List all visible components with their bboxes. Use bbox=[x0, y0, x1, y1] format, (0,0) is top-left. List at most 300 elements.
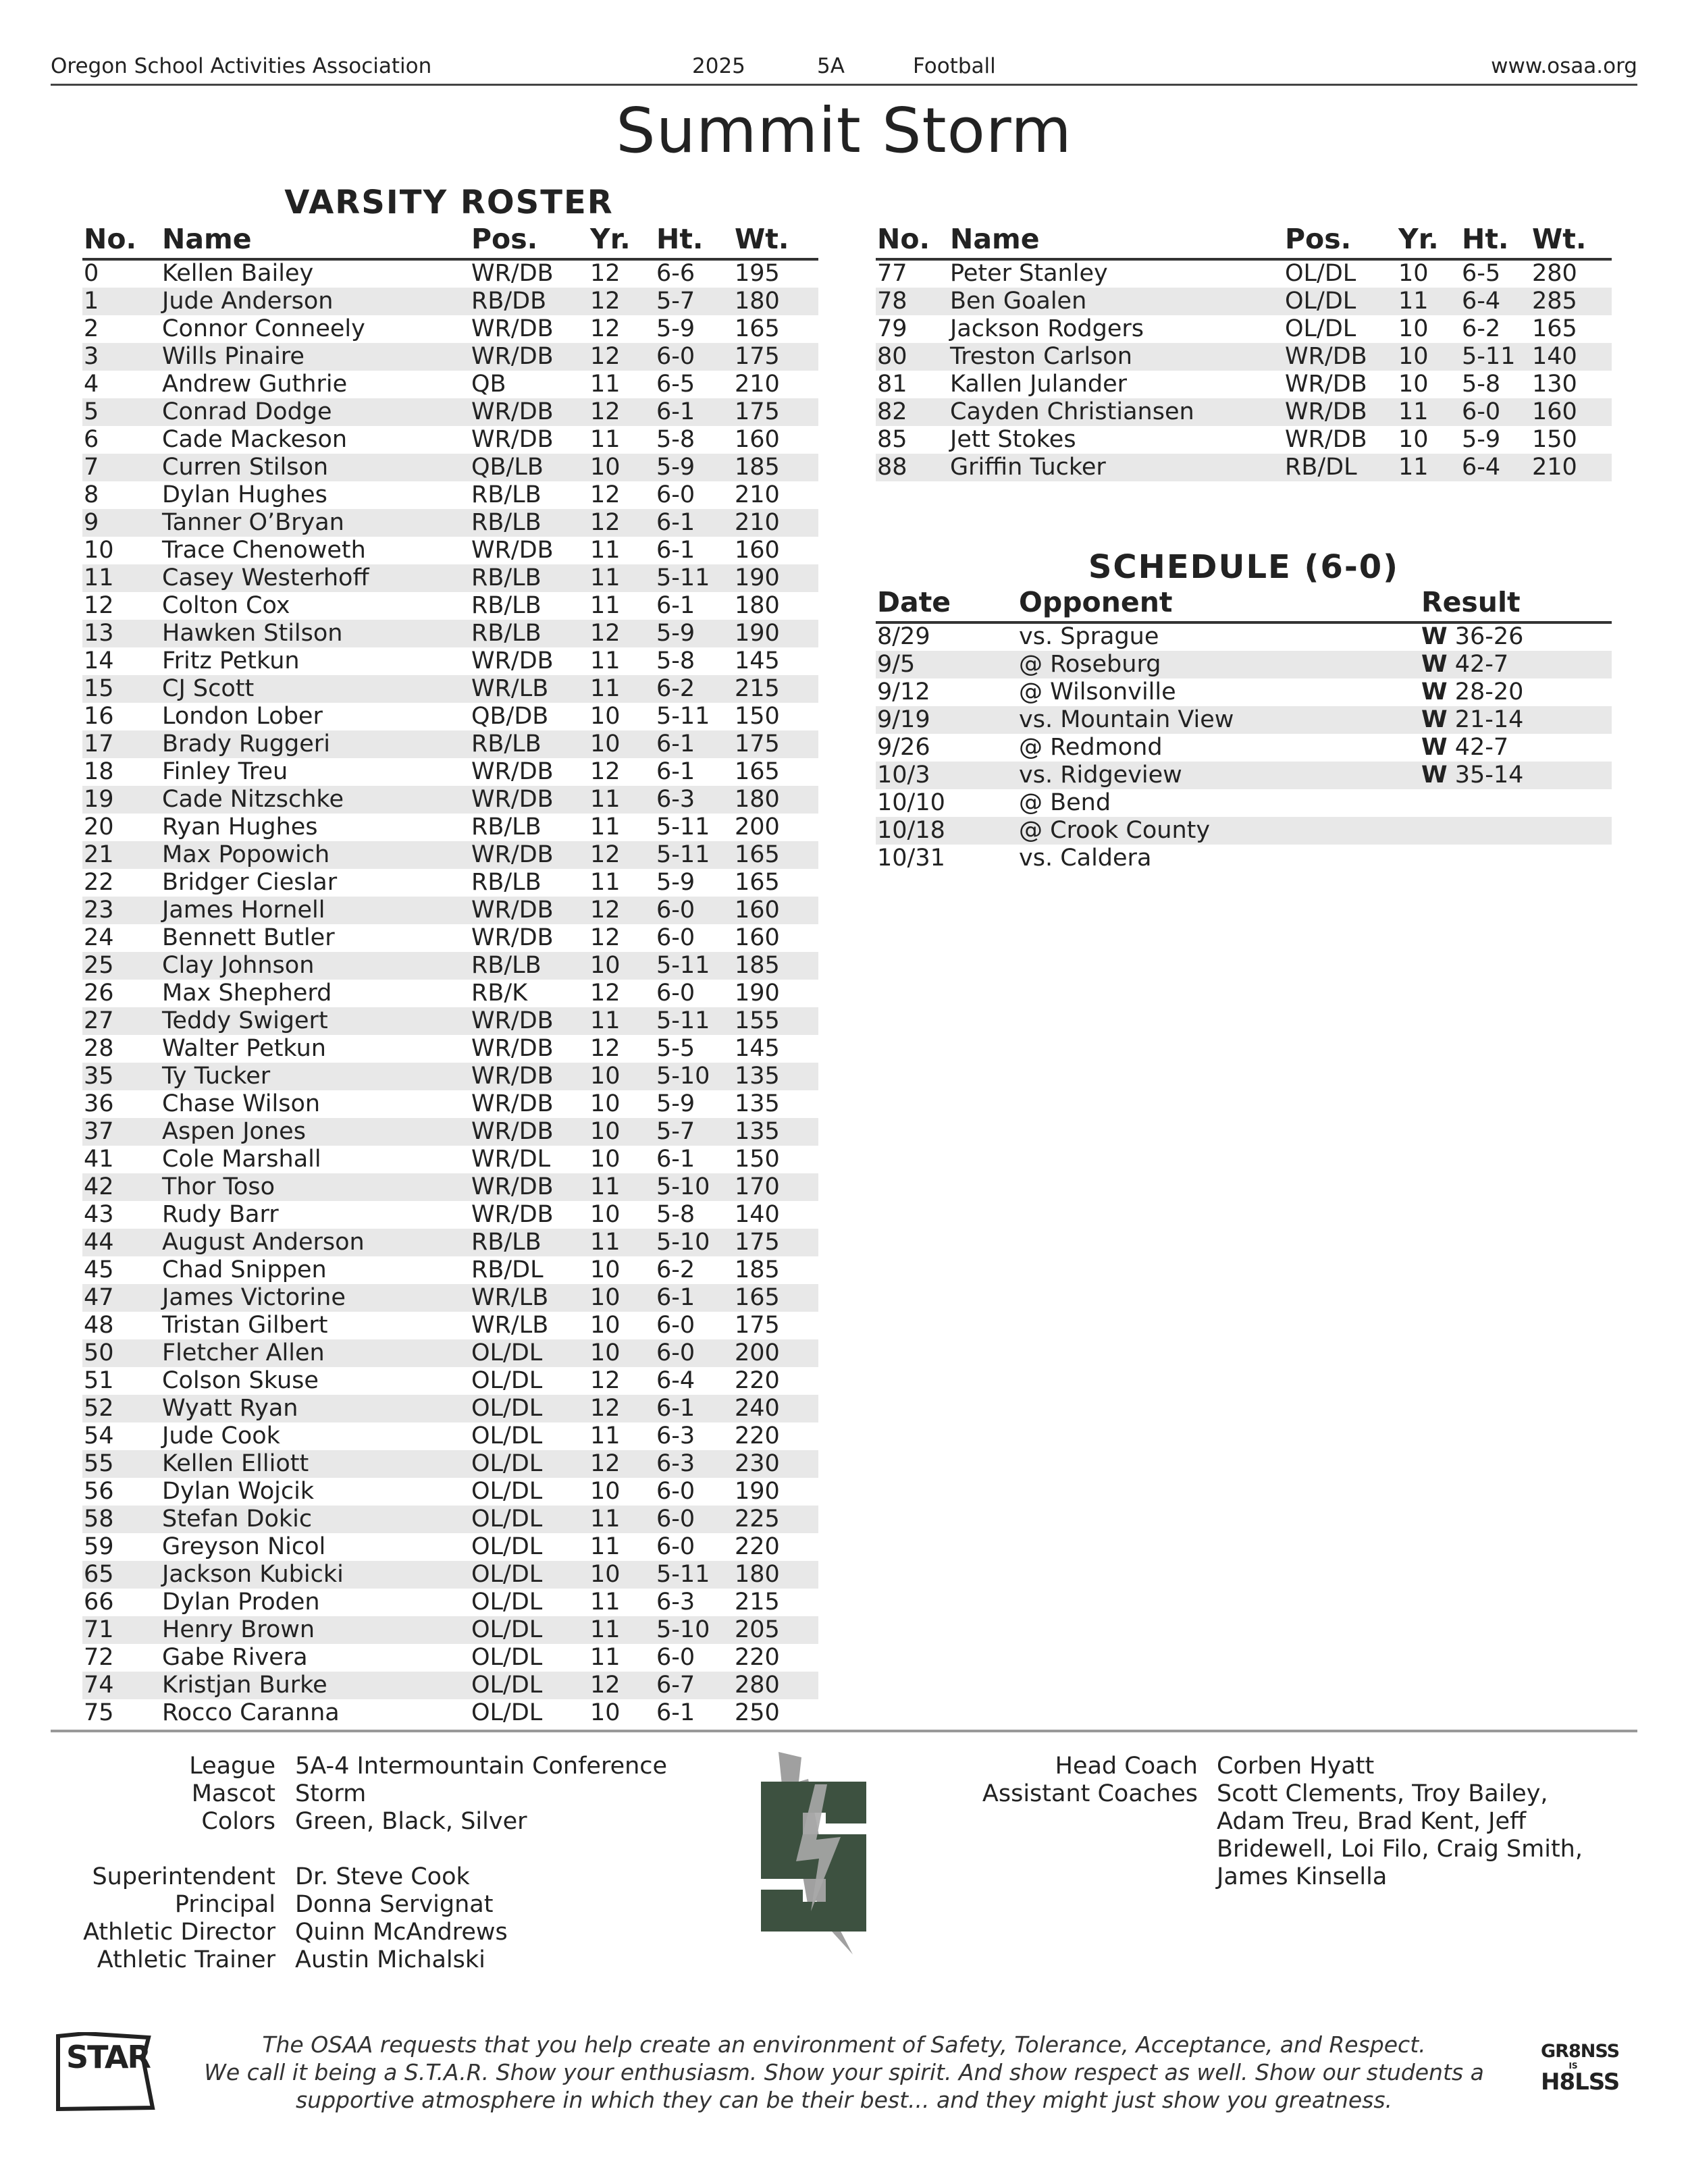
player-name: James Hornell bbox=[162, 897, 325, 924]
star-logo bbox=[54, 2032, 155, 2113]
player-year: 11 bbox=[590, 786, 621, 813]
footer-line-2: We call it being a S.T.A.R. Show your enthusiasm. Show your spirit. And show respect as well. Show our students a bbox=[204, 2059, 1484, 2085]
player-position: WR/LB bbox=[471, 1284, 549, 1311]
player-number: 43 bbox=[84, 1201, 114, 1228]
player-height: 6-3 bbox=[656, 1422, 695, 1449]
player-year: 11 bbox=[590, 869, 621, 896]
player-height: 5-11 bbox=[656, 841, 710, 868]
player-weight: 150 bbox=[735, 703, 780, 730]
roster-row bbox=[82, 1007, 818, 1035]
player-height: 6-0 bbox=[656, 1644, 695, 1671]
website[interactable]: www.osaa.org bbox=[1491, 54, 1637, 78]
player-year: 10 bbox=[590, 1478, 621, 1505]
player-year: 11 bbox=[1398, 288, 1429, 315]
player-year: 12 bbox=[590, 1450, 621, 1477]
roster-row bbox=[82, 1201, 818, 1229]
player-height: 6-0 bbox=[656, 1478, 695, 1505]
roster-row bbox=[82, 952, 818, 980]
footer-line-1: The OSAA requests that you help create an environment of Safety, Tolerance, Acceptance, and Respect. bbox=[262, 2031, 1426, 2058]
greatness-logo bbox=[1541, 2041, 1620, 2096]
player-year: 10 bbox=[590, 952, 621, 979]
player-year: 12 bbox=[590, 288, 621, 315]
player-number: 51 bbox=[84, 1367, 114, 1394]
player-year: 12 bbox=[590, 1367, 621, 1394]
player-height: 5-11 bbox=[656, 1007, 710, 1034]
player-position: WR/DB bbox=[471, 426, 554, 453]
player-position: RB/DL bbox=[471, 1256, 544, 1283]
player-number: 22 bbox=[84, 869, 114, 896]
roster-row bbox=[82, 343, 818, 371]
player-position: WR/DB bbox=[1285, 398, 1367, 425]
game-result: W 28-20 bbox=[1421, 678, 1524, 705]
roster-row bbox=[82, 315, 818, 343]
player-height: 6-2 bbox=[656, 675, 695, 702]
player-number: 24 bbox=[84, 924, 114, 951]
player-height: 5-8 bbox=[1462, 371, 1501, 398]
player-name: Kristjan Burke bbox=[162, 1672, 327, 1699]
superintendent-value: Dr. Steve Cook bbox=[295, 1863, 470, 1890]
player-year: 11 bbox=[590, 1616, 621, 1643]
player-year: 10 bbox=[590, 1090, 621, 1117]
roster-row bbox=[82, 1035, 818, 1063]
player-position: WR/DB bbox=[471, 1063, 554, 1090]
player-position: RB/DL bbox=[1285, 454, 1357, 481]
player-weight: 205 bbox=[735, 1616, 780, 1643]
player-weight: 220 bbox=[735, 1367, 780, 1394]
player-number: 55 bbox=[84, 1450, 114, 1477]
ad-value: Quinn McAndrews bbox=[295, 1919, 508, 1946]
player-number: 54 bbox=[84, 1422, 114, 1449]
player-weight: 190 bbox=[735, 980, 780, 1007]
player-year: 12 bbox=[590, 1035, 621, 1062]
player-year: 10 bbox=[590, 1339, 621, 1366]
player-height: 5-8 bbox=[656, 1201, 695, 1228]
roster-row bbox=[82, 1063, 818, 1090]
roster-row bbox=[82, 1450, 818, 1478]
game-opponent: @ Roseburg bbox=[1019, 651, 1161, 678]
player-year: 12 bbox=[590, 758, 621, 785]
footer-message bbox=[182, 2031, 1506, 2114]
roster-row bbox=[82, 398, 818, 426]
roster-header-right bbox=[876, 223, 1612, 261]
player-weight: 220 bbox=[735, 1533, 780, 1560]
player-number: 81 bbox=[877, 371, 907, 398]
player-height: 6-0 bbox=[656, 1533, 695, 1560]
player-height: 6-6 bbox=[656, 260, 695, 287]
player-weight: 130 bbox=[1532, 371, 1577, 398]
player-year: 10 bbox=[590, 730, 621, 757]
player-year: 10 bbox=[1398, 371, 1429, 398]
roster-row bbox=[82, 481, 818, 509]
player-weight: 160 bbox=[1532, 398, 1577, 425]
schedule-title: SCHEDULE (6-0) bbox=[1088, 548, 1400, 586]
player-number: 28 bbox=[84, 1035, 114, 1062]
roster-row bbox=[82, 703, 818, 730]
greatness-logo-top: GR8NSS bbox=[1541, 2041, 1620, 2062]
col-no: No. bbox=[84, 223, 137, 255]
superintendent-label: Superintendent bbox=[92, 1863, 275, 1890]
player-height: 6-1 bbox=[656, 1699, 695, 1726]
team-title: Summit Storm bbox=[616, 95, 1072, 167]
roster-row bbox=[82, 758, 818, 786]
player-name: Hawken Stilson bbox=[162, 620, 343, 647]
player-number: 80 bbox=[877, 343, 907, 370]
player-name: Colson Skuse bbox=[162, 1367, 319, 1394]
player-position: WR/DB bbox=[471, 1035, 554, 1062]
player-year: 12 bbox=[590, 315, 621, 342]
player-position: WR/DB bbox=[471, 897, 554, 924]
player-position: RB/LB bbox=[471, 592, 542, 619]
player-name: Walter Petkun bbox=[162, 1035, 326, 1062]
player-name: Connor Conneely bbox=[162, 315, 365, 342]
player-height: 6-1 bbox=[656, 398, 695, 425]
player-year: 11 bbox=[590, 592, 621, 619]
player-height: 5-5 bbox=[656, 1035, 695, 1062]
star-logo-text: STAR bbox=[66, 2039, 150, 2075]
player-name: Tristan Gilbert bbox=[162, 1312, 328, 1339]
player-height: 6-0 bbox=[656, 924, 695, 951]
player-name: Wills Pinaire bbox=[162, 343, 305, 370]
player-weight: 165 bbox=[1532, 315, 1577, 342]
player-year: 11 bbox=[590, 814, 621, 841]
player-weight: 230 bbox=[735, 1450, 780, 1477]
player-height: 6-5 bbox=[1462, 260, 1501, 287]
schedule-row bbox=[876, 817, 1612, 845]
player-weight: 140 bbox=[1532, 343, 1577, 370]
player-position: RB/LB bbox=[471, 1229, 542, 1256]
game-result: W 42-7 bbox=[1421, 734, 1509, 761]
roster-row bbox=[82, 1284, 818, 1312]
player-height: 6-0 bbox=[656, 1312, 695, 1339]
player-number: 85 bbox=[877, 426, 907, 453]
schedule-row bbox=[876, 678, 1612, 706]
player-name: Bennett Butler bbox=[162, 924, 335, 951]
player-number: 12 bbox=[84, 592, 114, 619]
player-height: 6-1 bbox=[656, 730, 695, 757]
col-pos: Pos. bbox=[471, 223, 538, 255]
player-number: 6 bbox=[84, 426, 99, 453]
player-height: 5-9 bbox=[656, 315, 695, 342]
player-height: 5-9 bbox=[656, 869, 695, 896]
player-weight: 280 bbox=[1532, 260, 1577, 287]
player-height: 6-1 bbox=[656, 592, 695, 619]
player-position: RB/LB bbox=[471, 730, 542, 757]
player-year: 11 bbox=[590, 1506, 621, 1533]
player-weight: 185 bbox=[735, 454, 780, 481]
player-weight: 200 bbox=[735, 814, 780, 841]
player-weight: 165 bbox=[735, 841, 780, 868]
roster-row bbox=[82, 1229, 818, 1256]
schedule-row bbox=[876, 845, 1612, 872]
player-number: 82 bbox=[877, 398, 907, 425]
player-name: Dylan Hughes bbox=[162, 481, 327, 508]
player-position: OL/DL bbox=[1285, 288, 1356, 315]
player-position: QB/DB bbox=[471, 703, 549, 730]
player-weight: 175 bbox=[735, 730, 780, 757]
player-weight: 135 bbox=[735, 1090, 780, 1117]
player-weight: 150 bbox=[735, 1146, 780, 1173]
player-height: 5-10 bbox=[656, 1616, 710, 1643]
mascot-value: Storm bbox=[295, 1780, 367, 1807]
player-name: CJ Scott bbox=[162, 675, 255, 702]
player-name: Cade Nitzschke bbox=[162, 786, 344, 813]
player-weight: 175 bbox=[735, 1229, 780, 1256]
player-weight: 145 bbox=[735, 1035, 780, 1062]
game-date: 8/29 bbox=[877, 623, 930, 650]
storm-logo bbox=[746, 1752, 881, 1954]
player-year: 11 bbox=[590, 1007, 621, 1034]
coaches-info bbox=[878, 1753, 1620, 1888]
player-weight: 190 bbox=[735, 1478, 780, 1505]
roster-row bbox=[82, 426, 818, 454]
player-position: WR/DB bbox=[1285, 343, 1367, 370]
player-number: 8 bbox=[84, 481, 99, 508]
player-year: 11 bbox=[590, 537, 621, 564]
player-number: 10 bbox=[84, 537, 114, 564]
player-position: OL/DL bbox=[471, 1395, 543, 1422]
ad-label: Athletic Director bbox=[83, 1919, 275, 1946]
player-name: Jackson Kubicki bbox=[162, 1561, 344, 1588]
player-height: 6-0 bbox=[1462, 398, 1501, 425]
player-position: RB/LB bbox=[471, 481, 542, 508]
player-name: Ty Tucker bbox=[162, 1063, 271, 1090]
player-year: 10 bbox=[590, 1284, 621, 1311]
player-year: 11 bbox=[590, 1644, 621, 1671]
player-name: Peter Stanley bbox=[950, 260, 1108, 287]
player-number: 35 bbox=[84, 1063, 114, 1090]
colors-value: Green, Black, Silver bbox=[295, 1808, 527, 1835]
player-weight: 210 bbox=[735, 371, 780, 398]
player-number: 9 bbox=[84, 509, 99, 536]
section-divider bbox=[51, 1730, 1637, 1732]
player-weight: 165 bbox=[735, 1284, 780, 1311]
player-position: WR/DB bbox=[1285, 371, 1367, 398]
roster-row bbox=[82, 1146, 818, 1173]
player-number: 1 bbox=[84, 288, 99, 315]
player-position: RB/LB bbox=[471, 509, 542, 536]
player-number: 0 bbox=[84, 260, 99, 287]
player-name: Thor Toso bbox=[162, 1173, 275, 1200]
roster-row bbox=[82, 537, 818, 564]
player-number: 79 bbox=[877, 315, 907, 342]
player-height: 6-0 bbox=[656, 481, 695, 508]
player-name: Jude Cook bbox=[162, 1422, 280, 1449]
player-weight: 215 bbox=[735, 1589, 780, 1616]
player-position: RB/LB bbox=[471, 869, 542, 896]
player-name: Wyatt Ryan bbox=[162, 1395, 298, 1422]
player-name: Henry Brown bbox=[162, 1616, 315, 1643]
roster-row bbox=[82, 509, 818, 537]
player-name: Jackson Rodgers bbox=[950, 315, 1144, 342]
player-name: Jett Stokes bbox=[950, 426, 1076, 453]
assistant-line-1: Scott Clements, Troy Bailey, bbox=[1217, 1780, 1548, 1807]
game-opponent: @ Bend bbox=[1019, 789, 1111, 816]
player-name: Griffin Tucker bbox=[950, 454, 1106, 481]
player-height: 6-0 bbox=[656, 980, 695, 1007]
player-year: 10 bbox=[590, 1699, 621, 1726]
roster-row bbox=[82, 897, 818, 924]
roster-row bbox=[82, 260, 818, 288]
player-height: 5-10 bbox=[656, 1063, 710, 1090]
player-position: RB/LB bbox=[471, 952, 542, 979]
player-height: 6-0 bbox=[656, 1506, 695, 1533]
player-height: 5-11 bbox=[656, 564, 710, 591]
player-year: 12 bbox=[590, 897, 621, 924]
roster-row bbox=[876, 260, 1612, 288]
player-position: OL/DL bbox=[471, 1506, 543, 1533]
player-weight: 160 bbox=[735, 924, 780, 951]
player-weight: 190 bbox=[735, 620, 780, 647]
col-opponent: Opponent bbox=[1019, 586, 1173, 618]
player-position: RB/DB bbox=[471, 288, 547, 315]
player-weight: 180 bbox=[735, 786, 780, 813]
schedule-row bbox=[876, 706, 1612, 734]
player-year: 11 bbox=[1398, 398, 1429, 425]
player-name: Cade Mackeson bbox=[162, 426, 348, 453]
player-height: 5-9 bbox=[656, 620, 695, 647]
player-position: WR/DB bbox=[471, 315, 554, 342]
schedule-list bbox=[876, 623, 1612, 872]
roster-list-right bbox=[876, 260, 1612, 481]
player-number: 36 bbox=[84, 1090, 114, 1117]
player-height: 6-3 bbox=[656, 1450, 695, 1477]
greatness-logo-bottom: H8LSS bbox=[1541, 2069, 1620, 2096]
player-name: Greyson Nicol bbox=[162, 1533, 326, 1560]
player-height: 6-1 bbox=[656, 1284, 695, 1311]
player-height: 6-4 bbox=[1462, 454, 1501, 481]
player-height: 5-11 bbox=[656, 1561, 710, 1588]
player-year: 10 bbox=[1398, 343, 1429, 370]
player-weight: 155 bbox=[735, 1007, 780, 1034]
col-wt: Wt. bbox=[1532, 223, 1587, 255]
player-number: 27 bbox=[84, 1007, 114, 1034]
assistant-line-4: James Kinsella bbox=[1217, 1863, 1388, 1890]
player-name: Dylan Proden bbox=[162, 1589, 320, 1616]
game-date: 10/3 bbox=[877, 762, 930, 789]
player-position: RB/LB bbox=[471, 814, 542, 841]
player-height: 5-10 bbox=[656, 1173, 710, 1200]
player-height: 6-3 bbox=[656, 786, 695, 813]
player-year: 10 bbox=[590, 454, 621, 481]
game-result: W 36-26 bbox=[1421, 623, 1524, 650]
player-position: OL/DL bbox=[471, 1561, 543, 1588]
game-win-loss: W bbox=[1421, 762, 1448, 789]
player-year: 10 bbox=[590, 1201, 621, 1228]
player-height: 5-8 bbox=[656, 426, 695, 453]
player-weight: 170 bbox=[735, 1173, 780, 1200]
player-height: 5-9 bbox=[656, 454, 695, 481]
roster-row bbox=[82, 1644, 818, 1672]
roster-row bbox=[876, 426, 1612, 454]
roster-list-left bbox=[82, 260, 818, 1727]
player-height: 6-0 bbox=[656, 1339, 695, 1366]
player-weight: 210 bbox=[735, 509, 780, 536]
head-coach-label: Head Coach bbox=[1055, 1753, 1198, 1780]
game-win-loss: W bbox=[1421, 623, 1448, 650]
player-number: 48 bbox=[84, 1312, 114, 1339]
player-position: OL/DL bbox=[471, 1616, 543, 1643]
player-weight: 280 bbox=[735, 1672, 780, 1699]
player-year: 10 bbox=[590, 1063, 621, 1090]
schedule-header bbox=[876, 586, 1612, 624]
player-weight: 175 bbox=[735, 398, 780, 425]
player-name: Curren Stilson bbox=[162, 454, 329, 481]
player-year: 11 bbox=[590, 371, 621, 398]
player-height: 5-9 bbox=[656, 1090, 695, 1117]
roster-row bbox=[82, 980, 818, 1007]
player-year: 12 bbox=[590, 1672, 621, 1699]
player-number: 56 bbox=[84, 1478, 114, 1505]
league-value: 5A-4 Intermountain Conference bbox=[295, 1753, 668, 1780]
player-name: Treston Carlson bbox=[950, 343, 1132, 370]
col-date: Date bbox=[877, 586, 951, 618]
player-number: 14 bbox=[84, 647, 114, 674]
game-result: W 35-14 bbox=[1421, 762, 1524, 789]
player-number: 74 bbox=[84, 1672, 114, 1699]
player-position: OL/DL bbox=[1285, 315, 1356, 342]
greatness-logo-mid: IS bbox=[1568, 2061, 1578, 2071]
player-weight: 165 bbox=[735, 315, 780, 342]
colors-label: Colors bbox=[201, 1808, 275, 1835]
player-year: 11 bbox=[590, 1173, 621, 1200]
player-name: Cole Marshall bbox=[162, 1146, 321, 1173]
roster-row bbox=[876, 371, 1612, 398]
player-name: Ben Goalen bbox=[950, 288, 1087, 315]
player-weight: 175 bbox=[735, 1312, 780, 1339]
player-height: 6-1 bbox=[656, 1146, 695, 1173]
player-number: 7 bbox=[84, 454, 99, 481]
player-number: 11 bbox=[84, 564, 114, 591]
roster-row bbox=[82, 1312, 818, 1339]
player-position: OL/DL bbox=[471, 1450, 543, 1477]
player-year: 10 bbox=[590, 1146, 621, 1173]
league-label: League bbox=[189, 1753, 275, 1780]
player-number: 26 bbox=[84, 980, 114, 1007]
player-year: 10 bbox=[1398, 315, 1429, 342]
player-number: 21 bbox=[84, 841, 114, 868]
player-number: 45 bbox=[84, 1256, 114, 1283]
trainer-label: Athletic Trainer bbox=[97, 1946, 275, 1973]
player-position: WR/DB bbox=[471, 1173, 554, 1200]
player-position: WR/DB bbox=[471, 398, 554, 425]
player-position: OL/DL bbox=[471, 1672, 543, 1699]
player-weight: 180 bbox=[735, 288, 780, 315]
player-number: 65 bbox=[84, 1561, 114, 1588]
col-ht: Ht. bbox=[656, 223, 704, 255]
player-weight: 185 bbox=[735, 1256, 780, 1283]
player-name: Casey Westerhoff bbox=[162, 564, 369, 591]
player-name: Teddy Swigert bbox=[162, 1007, 328, 1034]
player-year: 12 bbox=[590, 1395, 621, 1422]
roster-row bbox=[82, 592, 818, 620]
game-opponent: @ Crook County bbox=[1019, 817, 1211, 844]
player-position: WR/DB bbox=[1285, 426, 1367, 453]
roster-row bbox=[82, 620, 818, 647]
player-height: 5-7 bbox=[656, 1118, 695, 1145]
game-win-loss: W bbox=[1421, 734, 1448, 761]
game-win-loss: W bbox=[1421, 651, 1448, 678]
player-year: 12 bbox=[590, 481, 621, 508]
roster-row bbox=[876, 315, 1612, 343]
player-position: WR/DB bbox=[471, 1201, 554, 1228]
player-position: QB bbox=[471, 371, 506, 398]
player-name: Andrew Guthrie bbox=[162, 371, 348, 398]
player-name: Chase Wilson bbox=[162, 1090, 321, 1117]
player-weight: 145 bbox=[735, 647, 780, 674]
player-height: 5-11 bbox=[1462, 343, 1516, 370]
player-year: 12 bbox=[590, 509, 621, 536]
player-number: 72 bbox=[84, 1644, 114, 1671]
